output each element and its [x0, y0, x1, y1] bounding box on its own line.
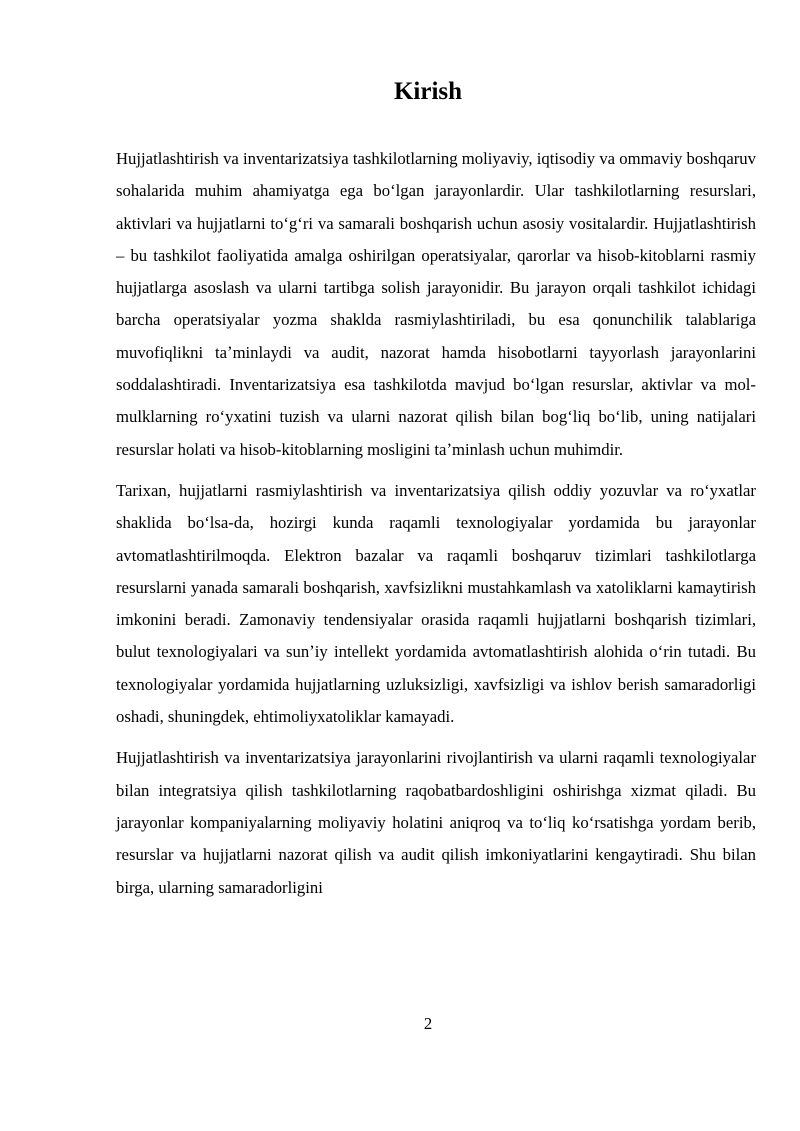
paragraph-2: Tarixan, hujjatlarni rasmiylashtirish va inventarizatsiya qilish oddiy yozuvlar va roʻyxatlar shaklida boʻlsa-da, hozirgi kunda raqamli texnologiyalar yordamida bu jarayonlar avtomatlashtirilmoqda. Elektron bazalar va raqamli boshqaruv tizimlari tashkilotlarga resurslarni yanada samarali boshqarish, xavfsizlikni mustahkamlash va xatoliklarni kamaytirish imkonini beradi. Zamonaviy tendensiyalar orasida raqamli hujjatlarni boshqarish tizimlari, bulut texnologiyalari va sunʼiy intellekt yordamida avtomatlashtirish alohida oʻrin tutadi. Bu texnologiyalar yordamida hujjatlarning uzluksizligi, xavfsizligi va ishlov berish samaradorligi oshadi, shuningdek, ehtimoliyxatoliklar kamayadi. — [116, 480, 756, 727]
paragraph-1: Hujjatlashtirish va inventarizatsiya tashkilotlarning moliyaviy, iqtisodiy va ommaviy boshqaruv sohalarida muhim ahamiyatga ega boʻlgan jarayonlardir. Ular tashkilotlarning resurslari, aktivlari va hujjatlarni toʻgʻri va samarali boshqarish uchun asosiy vositalardir. Hujjatlashtirish – bu tashkilot faoliyatida amalga oshirilgan operatsiyalar, qarorlar va hisob-kitoblarni rasmiy hujjatlarga asoslash va ularni tartibga solish jarayonidir. Bu jarayon orqali tashkilot ichidagi barcha operatsiyalar yozma shaklda rasmiylashtiriladi, bu esa qonunchilik talablariga muvofiqlikni taʼminlaydi va audit, nazorat hamda hisobotlarni tayyorlash jarayonlarini soddalashtiradi. Inventarizatsiya esa tashkilotda mavjud boʻlgan resurslar, aktivlar va mol-mulklarning roʻyxatini tuzish va ularni nazorat qilish bilan bogʻliq boʻlib, uning natijalari resurslar holati va hisob-kitoblarning mosligini taʼminlash uchun muhimdir. — [116, 149, 756, 459]
paragraph-3: Hujjatlashtirish va inventarizatsiya jarayonlarini rivojlantirish va ularni raqamli texnologiyalar bilan integratsiya qilish tashkilotlarning raqobatbardoshligini oshirishga xizmat qiladi. Bu jarayonlar kompaniyalarning moliyaviy holatini aniqroq va toʻliq koʻrsatishga yordam berib, resurslar va hujjatlarni nazorat qilish va audit qilish imkoniyatlarini kengaytiradi. Shu bilan birga, ularning samaradorligini — [116, 748, 756, 897]
page-number: 2 — [423, 1014, 433, 1033]
body-text — [116, 143, 756, 913]
page-title: Kirish — [393, 78, 463, 105]
